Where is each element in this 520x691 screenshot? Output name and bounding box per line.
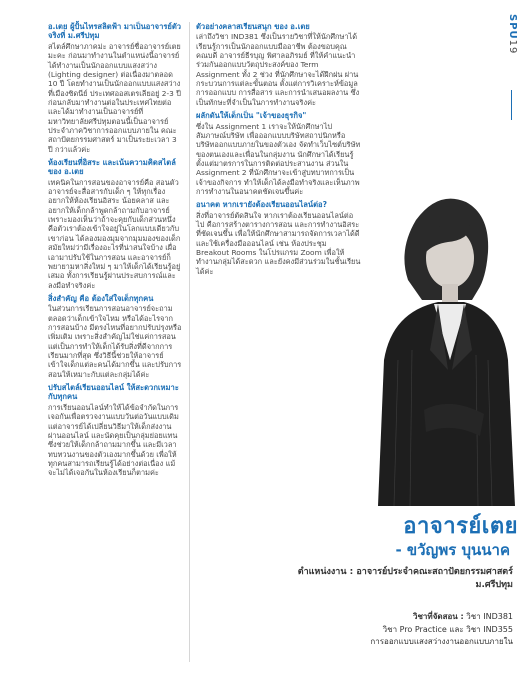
section-title: ผลักดันให้เด็กเป็น "เจ้าของธุรกิจ" [196,111,307,121]
section-paragraph: เทคนิคในการสอนของอาจารย์คือ สอนตัวอาจารย์จะสื่อสารกับเด็ก ๆ ให้ทุกเรื่อง อยากให้ห้องเรียนอิสระ น้อยคลาส และอยากให้เด็กกล้าพูดกล้าถามกับอาจารย์ เพราะมองเห็นว่าถ้าจะคุยกับเด็กส่วนหนึ่งคือตัวเราต้องเข้าใจอยู่ในโลกแบบเดียวกับเขาก่อน ได้ลองมองมุมจากมุมมองของเด็กสมัยใหม่ว่ามีเรื่องอะไรที่น่าสนใจบ้าง เผื่อเอามาปรับใช้ในการสอน และอาจารย์ก็พยายามหาสิ่งใหม่ ๆ มาให้เด็กได้เรียนรู้อยู่เสมอ ทั้งการเรียนรู้ผ่านประสบการณ์และลงมือทำจริงค่ะ [48,177,181,290]
section-title: ปรับสไตล์เรียนออนไลน์ ให้สะดวกเหมาะกับทุกคน [48,383,179,402]
section [196,111,361,196]
section-paragraph: สไตล์ศึกษาภาคม่ะ อาจารย์ชื่ออาจารย์เตย มะคะ ก่อนมาทำงานในตำแหน่งนี้อาจารย์ได้ทำงานเป็นนักออกแบบแสงสว่าง (Lighting designer) ต่อเนื่องมาตลอด 10 ปี โดยทำงานเป็นนักออกแบบแสงสว่างที่เมืองซิดนีย์ ประเทศออสเตรเลียอยู่ 2-3 ปี ก่อนกลับมาทำงานต่อในประเทศไทยต่อ และได้มาทำงานเป็นอาจารย์ที่มหาวิทยาลัยศรีปทุมตอนนี้เป็นอาจารย์ประจำภาควิชาการออกแบบภายใน คณะสถาปัตยกรรมศาสตร์ มาเป็นระยะเวลา 3 ปี กว่าแล้วค่ะ [48,41,181,154]
courses-line [275,611,513,624]
courses-line: การออกแบบแสงสว่างงานออกแบบภายใน [370,637,513,646]
section [48,383,182,478]
section [196,22,361,107]
section [196,200,361,276]
section-title: ตัวอย่างคลาสเรียนสนุก ของ อ.เตย [196,22,310,31]
portrait-photo [368,160,515,506]
page-marker-line [511,90,512,120]
courses-label: วิชาที่จัดสอน : [413,612,464,621]
section-title: ห้องเรียนที่อิสระ และเน้นความคิดสไตล์ของ อ.เตย [48,157,176,177]
section-title: สิ่งสำคัญ คือ ต้องใส่ใจเด็กทุกคน [48,293,154,303]
section-title: อนาคต หากเรายังต้องเรียนออนไลน์ต่อ? [196,200,328,210]
section [48,294,182,379]
profile-name: อาจารย์เตย [403,514,518,539]
left-article-column [48,22,182,480]
magazine-page-marker [504,14,518,88]
courses-value: วิชา IND381 [466,612,513,621]
section-paragraph: การเรียนออนไลน์ทำให้ได้ข้อจำกัดในการเจอกันเพื่อตรวจงานแบบวันต่อวันแบบเดิม แต่อาจารย์ได้เปลี่ยนวิธีมาให้เด็กส่งงานผ่านออนไลน์ และนัดคุยเป็นกลุ่มย่อยแทน ซึ่งช่วยให้เด็กกล้าถามมากขึ้น และมีเวลาทบทวนงานของตัวเองมากขึ้นด้วย เพื่อให้ทุกคนสามารถเรียนรู้ได้อย่างต่อเนื่อง แม้จะไม่ได้เจอกันในห้องเรียนก็ตามค่ะ [48,402,179,478]
section-paragraph: สิ่งที่อาจารย์ตัดสินใจ หากเราต้องเรียนออนไลน์ต่อไป คือการสร้างตารางการสอน และการทำงานอิสระที่ชัดเจนขึ้น เพื่อให้นักศึกษาสามารถจัดการเวลาได้ดี และใช้เครื่องมือออนไลน์ เช่น ห้องประชุม Breakout Rooms ในโปรแกรม Zoom เพื่อให้ทำงานกลุ่มได้สะดวก และยังคงมีส่วนร่วมในชั้นเรียนได้ค่ะ [196,210,361,276]
magazine-brand: SPU [507,14,518,40]
section-paragraph: ซึ่งใน Assignment 1 เราจะให้นักศึกษาไปสัมภาษณ์บริษัท เพื่อออกแบบบริษัทสถาปนิกหรือบริษัทออกแบบภายในของตัวเอง จัดทำเว็บไซต์บริษัทของตนเองและเพื่อนในกลุ่มงาน นักศึกษาได้เรียนรู้ตั้งแต่มาตรการในการติดต่อประสานงาน ส่วนใน Assignment 2 ที่นักศึกษาจะเข้าสู่บทบาทการเป็นเจ้าของกิจการ ทำให้เด็กได้ลงมือทำจริงและเห็นภาพการทำงานในอนาคตชัดเจนขึ้นค่ะ [196,121,361,196]
page-number: 19 [507,39,518,55]
section [48,158,182,290]
middle-article-column [196,22,361,278]
section-paragraph: เล่าถึงวิชา IND381 ซึ่งเป็นรายวิชาที่ให้นักศึกษาได้เรียนรู้การเป็นนักออกแบบมืออาชีพ ต้องขอบคุณคณบดี อาจารย์ธีรบุญ พิศาลอภิรมย์ ที่ให้คำแนะนำร่วมกันออกแบบวัตถุประสงค์ของ Term Assignment ทั้ง 2 ช่วง ที่นักศึกษาจะได้ฝึกฝน ผ่านกระบวนการแต่ละขั้นตอน ตั้งแต่การวิเคราะห์ข้อมูล การออกแบบ การสื่อสาร และการนำเสนอผลงาน ซึ่งเป็นทักษะที่จำเป็นในการทำงานจริงค่ะ [196,32,360,107]
courses-line: วิชา Pro Practice และ วิชา IND355 [382,624,513,634]
section-paragraph: ในส่วนการเรียนการสอนอาจารย์จะถามตลอดว่าเด็กเข้าใจไหม หรือได้อะไรจากการสอนบ้าง มีตรงไหนที่อยากปรับปรุงหรือเพิ่มเติม เพราะสิ่งสำคัญไม่ใช่แค่การสอน แต่เป็นการทำให้เด็กได้รับสิ่งที่ดีจากการเรียนมากที่สุด ซึ่งวิธีนี้ช่วยให้อาจารย์เข้าใจเด็กแต่ละคนได้มากขึ้น และปรับการสอนให้เหมาะกับแต่ละกลุ่มได้ค่ะ [48,304,182,379]
column-divider [189,22,190,662]
section-title: อ.เตย ผู้ปั้นไทรสลิตฟ้า มาเป็นอาจารย์ตัวจริงที่ ม.ศรีปทุม [48,22,182,41]
profile-courses [275,611,513,649]
section [48,22,182,154]
profile-full-name: - ขวัญพร บุนนาค [395,541,510,559]
profile-position: ตำแหน่งงาน : อาจารย์ประจำคณะสถาปัตยกรรมศาสตร์ ม.ศรีปทุม [297,567,513,590]
